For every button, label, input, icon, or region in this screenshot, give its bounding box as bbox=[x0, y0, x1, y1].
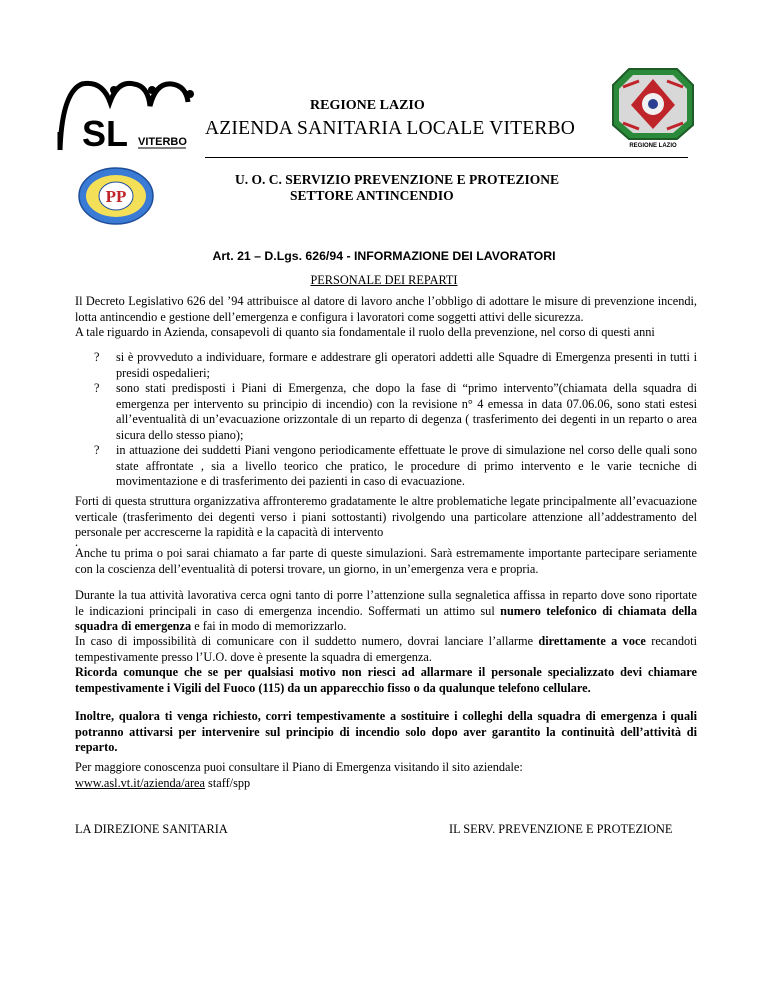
paragraph-maggiore: Per maggiore conoscenza puoi consultare il Piano di Emergenza visitando il sito aziendale: bbox=[75, 760, 523, 774]
list-item: in attuazione dei suddetti Piani vengono periodicamente effettuate le prove di simulazione nel corso delle quali sono state affrontate , sia a livello teorico che pratico, le procedure di primo intervento e le varie tecniche di movimentazione e di trasferimento dei pazienti in caso di evacuazione. bbox=[116, 443, 697, 489]
settore-title: SETTORE ANTINCENDIO bbox=[290, 188, 454, 203]
paragraph-inoltre: Inoltre, qualora ti venga richiesto, corri tempestivamente a sostituire i colleghi della squadra di emergenza i quali potranno attivarsi per intervenire sul principio di incendio solo dopo aver garantito la continuità dell’attività di reparto. bbox=[75, 709, 697, 755]
paragraph-durante: Durante la tua attività lavorativa cerca ogni tanto di porre l’attenzione sulla segnaletica affissa in reparto dove sono riportate le indicazioni principali in caso di emergenza incendio. Soffermati un attimo sul numero telefonico di chiamata della squadra di emergenza e fai in modo di memorizzarlo. bbox=[75, 588, 697, 634]
asl-viterbo-logo bbox=[52, 72, 200, 154]
spp-antincendio-logo bbox=[78, 167, 154, 225]
list-item: sono stati predisposti i Piani di Emergenza, che dopo la fase di “primo intervento”(chiamata della squadra di emergenza per intervento su principio di incendio) con la revisione n° 4 emessa in data 07.06.06, sono stati estesi all’eventualità di un’evacuazione orizzontale di un reparto di degenza ( trasferimento dei degenti in un reparto o area sicura dello stesso piano); bbox=[116, 381, 697, 442]
paragraph-dot: . bbox=[75, 535, 79, 549]
bullet-marker: ? bbox=[94, 381, 100, 395]
region-title: REGIONE LAZIO bbox=[310, 98, 425, 113]
list-item: si è provveduto a individuare, formare e addestrare gli operatori addetti alle Squadre di Emergenza presenti in tutti i presidi ospedalieri; bbox=[116, 350, 697, 380]
uoc-title: U. O. C. SERVIZIO PREVENZIONE E PROTEZIONE bbox=[235, 172, 559, 187]
paragraph-ricorda: Ricorda comunque che se per qualsiasi motivo non riesci ad allarmare il personale specializzato devi chiamare tempestivamente i Vigili del Fuoco (115) da un apparecchio fisso o da qualunque telefono cellulare. bbox=[75, 665, 697, 695]
regione-lazio-emblem bbox=[609, 65, 697, 151]
intro-paragraph-2: A tale riguardo in Azienda, consapevoli di quanto sia fondamentale il ruolo della prevenzione, nel corso di questi anni bbox=[75, 325, 655, 339]
bullet-marker: ? bbox=[94, 350, 100, 364]
paragraph-anche: Anche tu prima o poi sarai chiamato a far parte di queste simulazioni. Sarà estremamente importante partecipare seriamente con la coscienza dell’eventualità di potersi trovare, un giorno, in un’emergenza vera e propria. bbox=[75, 546, 697, 576]
signature-right: IL SERV. PREVENZIONE E PROTEZIONE bbox=[449, 822, 673, 836]
article-subtitle: PERSONALE DEI REPARTI bbox=[310, 273, 458, 287]
article-title: Art. 21 – D.Lgs. 626/94 - INFORMAZIONE DEI LAVORATORI bbox=[212, 249, 556, 263]
asl-logo-text: SL bbox=[82, 113, 129, 154]
header-divider bbox=[205, 157, 688, 158]
website-link[interactable]: www.asl.vt.it/azienda/area bbox=[75, 776, 205, 790]
paragraph-forti: Forti di questa struttura organizzativa affronteremo gradatamente le altre problematiche legate principalmente all’evacuazione verticale (trasferimento dei degenti verso i piani sottostanti) rivolgendo una particolare attenzione all’addestramento del personale per accrescerne la rapidità e la capacità di intervento bbox=[75, 494, 697, 540]
signature-left: LA DIREZIONE SANITARIA bbox=[75, 822, 228, 836]
bullet-marker: ? bbox=[94, 443, 100, 457]
phone-number-emphasis: numero telefonico di chiamata della squadra di emergenza bbox=[75, 603, 697, 634]
intro-paragraph: Il Decreto Legislativo 626 del ’94 attribuisce al datore di lavoro anche l’obbligo di adottare le misure di prevenzione incendi, lotta antincendio e gestione dell’emergenza e configura i lavoratori come soggetti attivi delle sicurezza. bbox=[75, 294, 697, 324]
lazio-emblem-text: REGIONE LAZIO bbox=[629, 143, 677, 149]
website-line: www.asl.vt.it/azienda/area staff/spp bbox=[75, 776, 251, 790]
paragraph-caso: In caso di impossibilità di comunicare con il suddetto numero, dovrai lanciare l’allarme direttamente a voce recandoti tempestivamente presso l’U.O. dove è presente la squadra di emergenza. bbox=[75, 634, 697, 664]
asl-logo-subtext: VITERBO bbox=[138, 136, 187, 148]
spp-logo-text: PP bbox=[105, 187, 127, 206]
voice-alarm-emphasis: direttamente a voce bbox=[538, 634, 646, 648]
azienda-title: AZIENDA SANITARIA LOCALE VITERBO bbox=[205, 118, 576, 139]
